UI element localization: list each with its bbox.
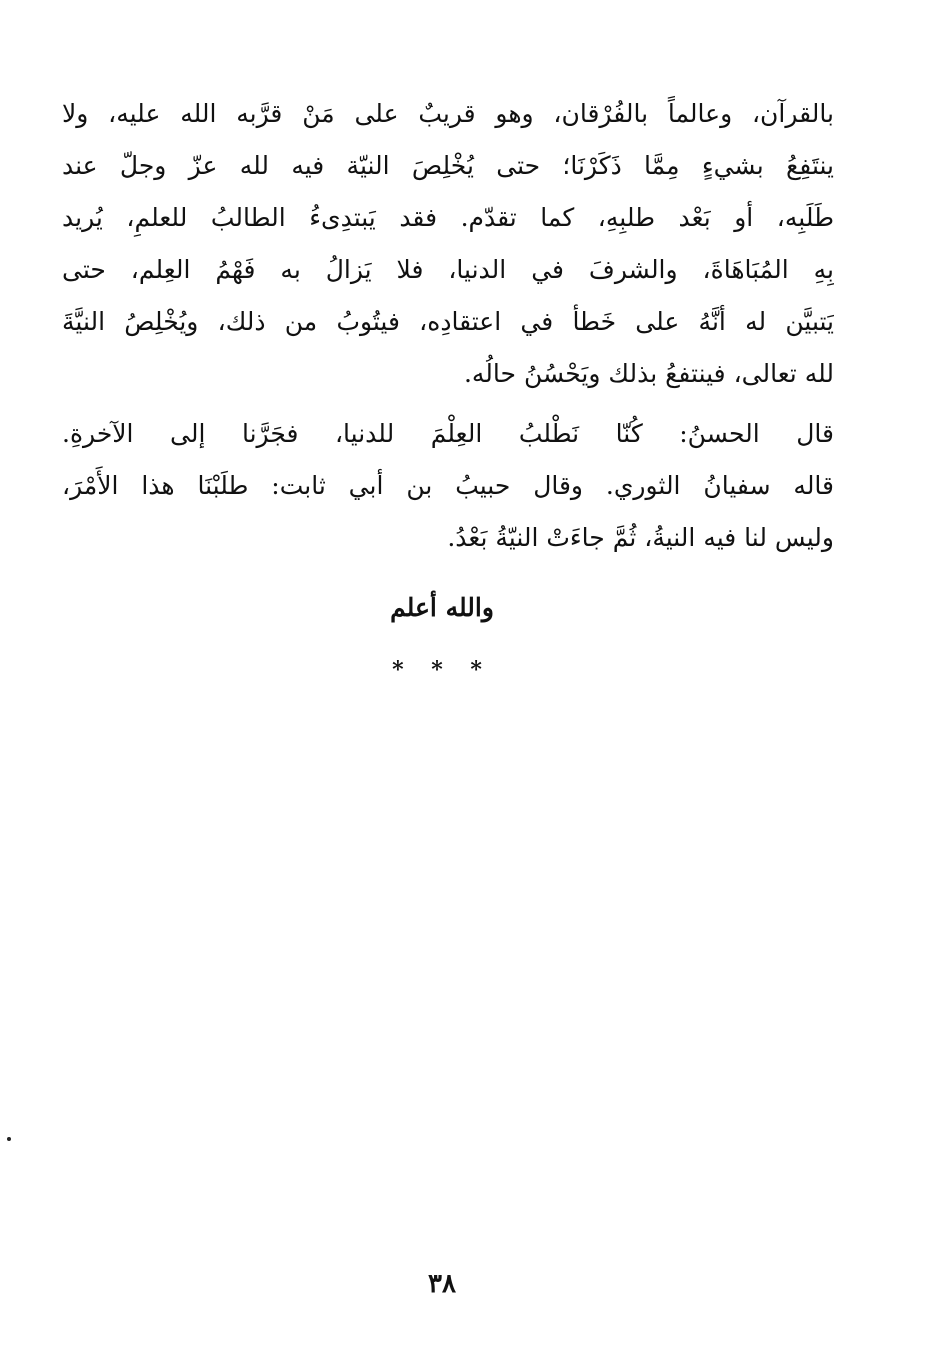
paragraph-line: قال الحسنُ: كُنّا نَطْلبُ العِلْمَ للدنيا، فجَرَّنا إلى الآخرةِ. [62,419,834,448]
paragraph-1 [62,88,834,400]
paragraph-line: لله تعالى، فينتفعُ بذلك ويَحْسُنُ حالُه. [463,359,834,388]
paragraph-line: قاله سفيانُ الثوري. وقال حبيبُ بن أبي ثابت: طلَبْنَا هذا الأَمْرَ، [62,471,834,500]
paragraph-line: طَلَبِه، أو بَعْد طلبِهِ، كما تقدّم. فقد يَبتدِىءُ الطالبُ للعلمِ، يُريد [62,203,834,232]
paragraph-line: بِهِ المُبَاهَاةَ، والشرفَ في الدنيا، فلا يَزالُ به فَهْمُ العِلم، حتى [62,255,834,284]
paragraph-line: وليس لنا فيه النيةُ، ثُمَّ جاءَتْ النيّةُ بَعْدُ. [447,523,834,552]
closing-phrase: والله أعلم [390,593,494,622]
paragraph-line: يَتبيَّن له أنَّهُ على خَطأ في اعتقادِه، فيتُوبُ من ذلك، ويُخْلِصُ النيَّةَ [62,307,834,336]
paragraph-line: بالقرآن، وعالماً بالفُرْقان، وهو قريبٌ على مَنْ قرَّبه الله عليه، ولا [62,99,834,128]
paragraph-2 [62,408,834,564]
paragraph-line: ينتَفِعُ بشيءٍ مِمَّا ذَكَرْنَا؛ حتى يُخْلِصَ النيّة فيه لله عزّ وجلّ عند [62,151,834,180]
scan-speck [7,1137,11,1141]
section-separator: * * * [392,657,492,683]
page-number: ٣٨ [428,1269,456,1299]
